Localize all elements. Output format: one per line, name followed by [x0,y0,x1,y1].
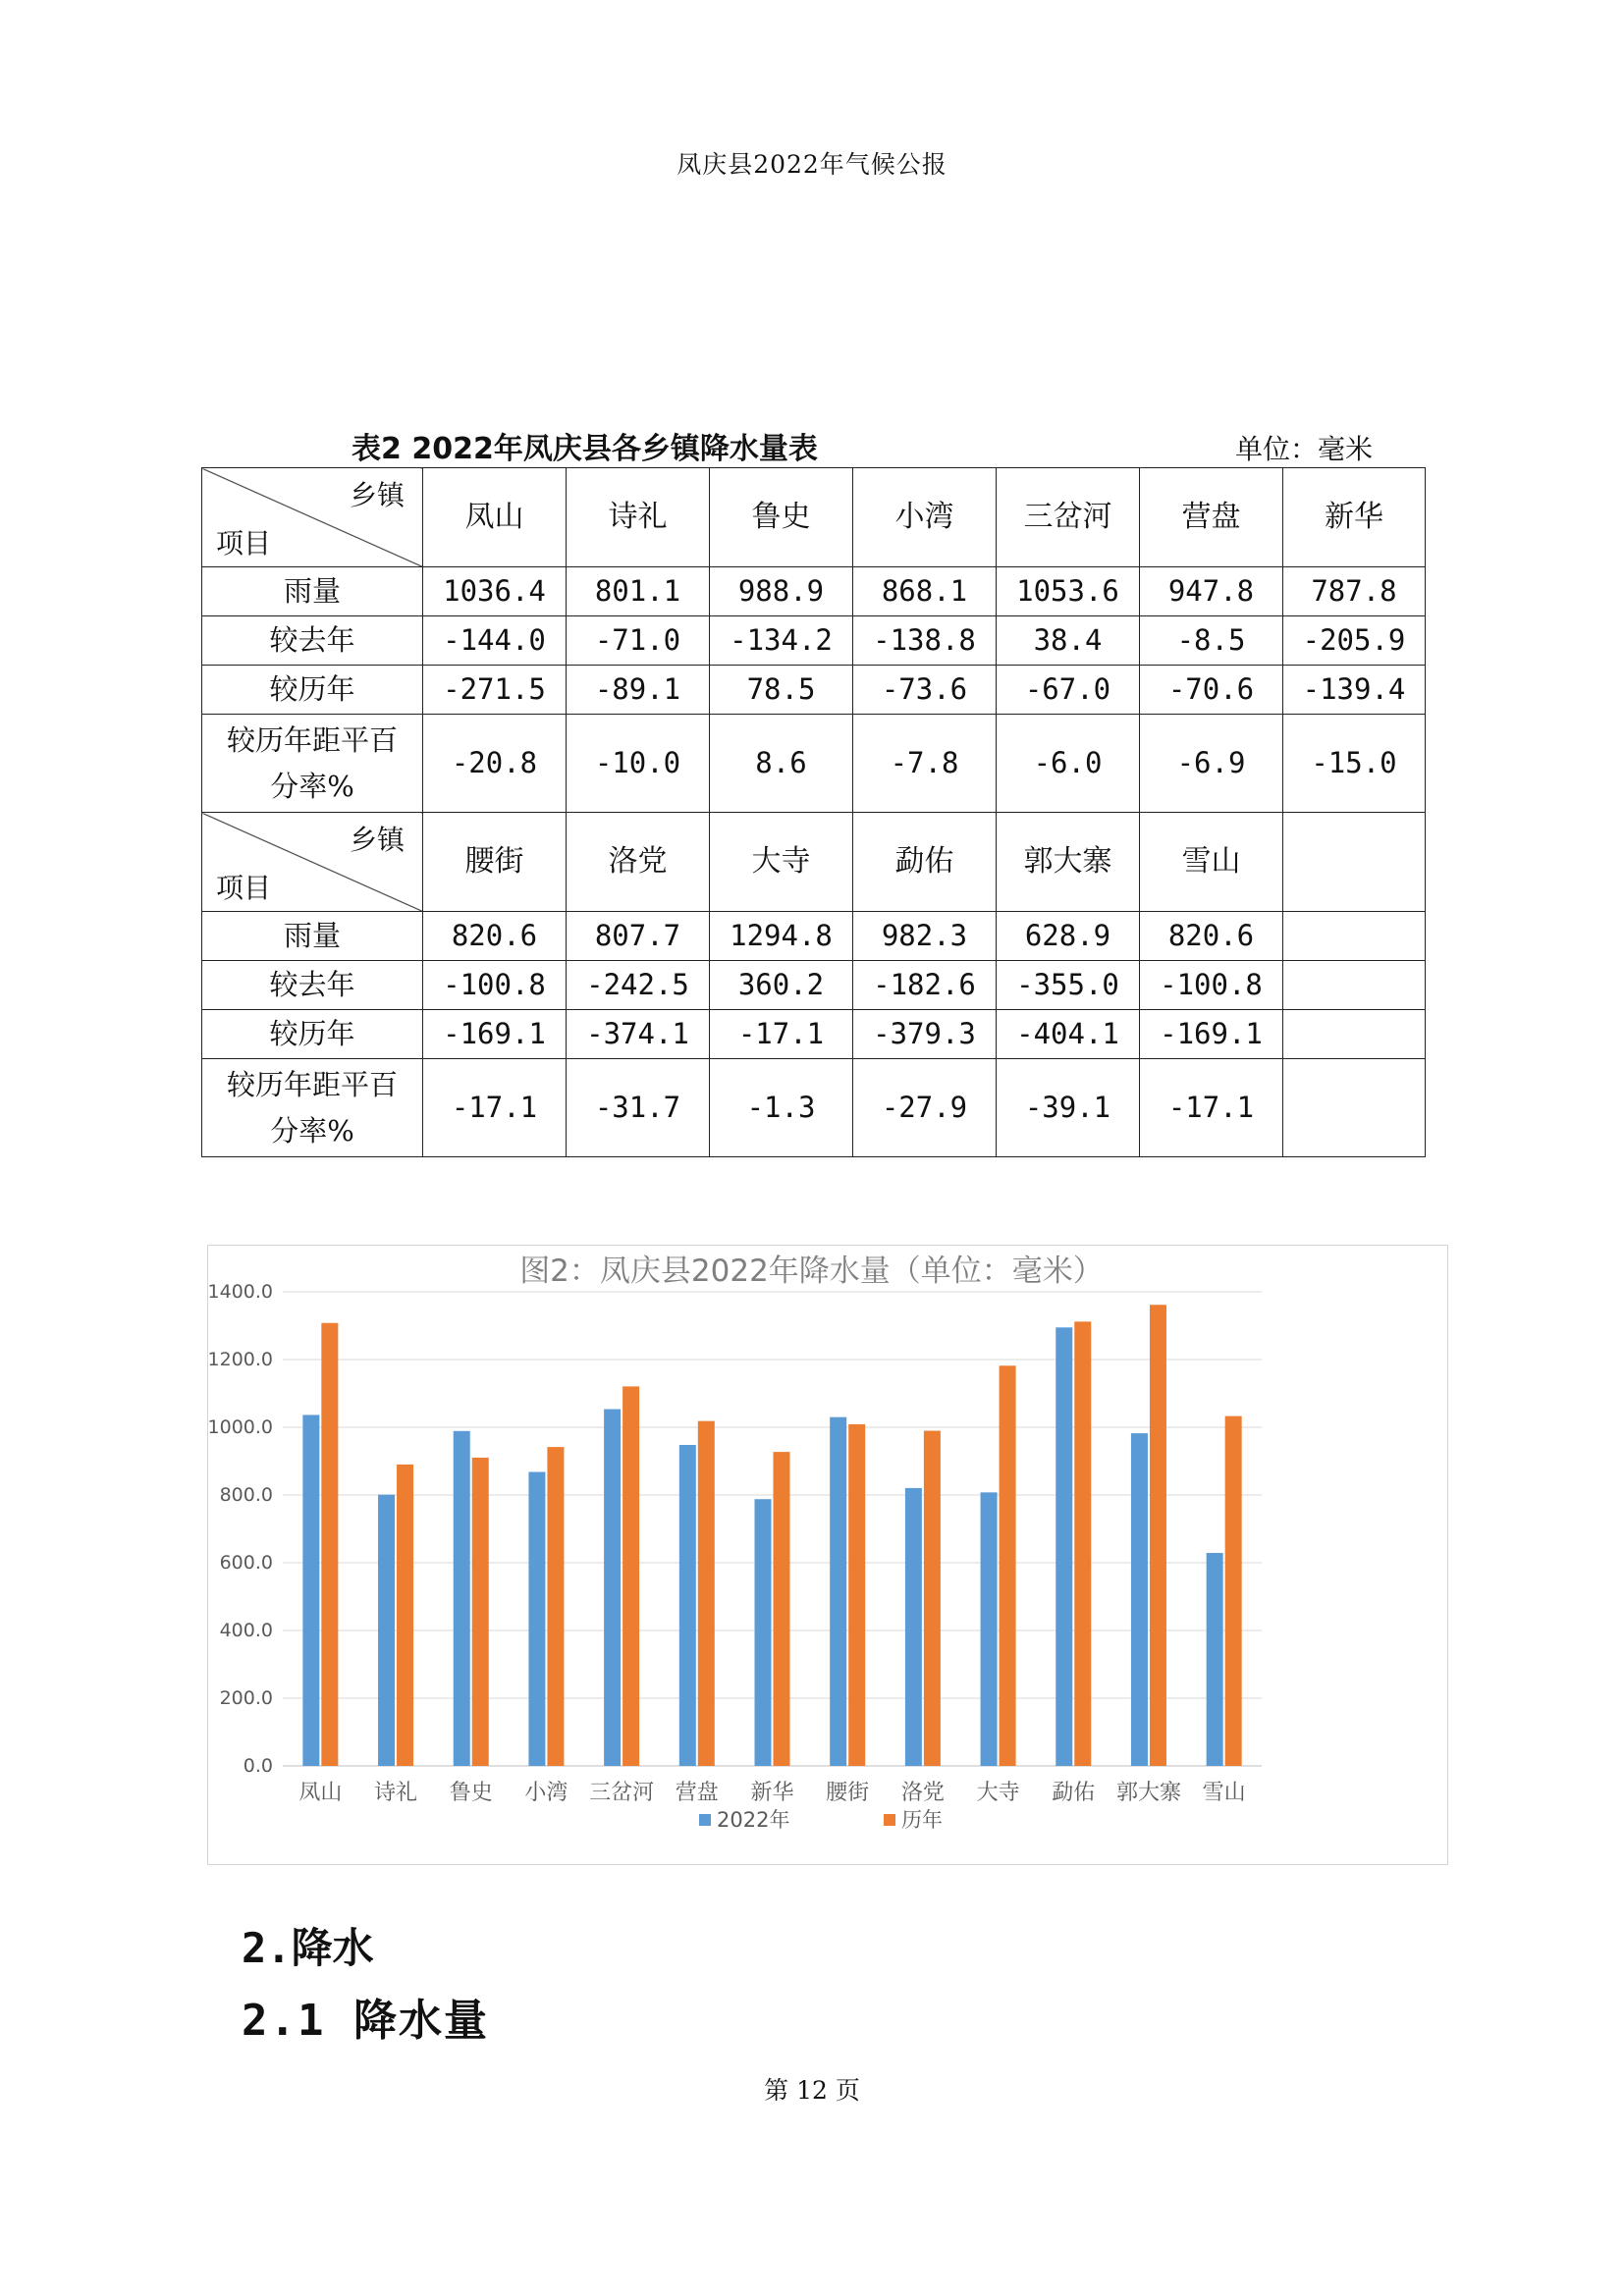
value-cell: -404.1 [997,1010,1140,1059]
value-cell: -15.0 [1283,715,1426,813]
row-label: 雨量 [202,567,423,616]
row-vs_last_year [202,961,1426,1010]
page-number: 第 12 页 [764,2076,860,2105]
corner-top-label: 乡镇 [349,824,405,856]
town-name: 洛党 [567,813,710,912]
value-cell: -242.5 [567,961,710,1010]
bar-y2022 [604,1410,621,1766]
value-cell: -71.0 [567,616,710,666]
value-cell: 628.9 [997,912,1140,961]
value-cell: -134.2 [710,616,853,666]
bar-normal [1000,1365,1016,1766]
value-cell: 982.3 [853,912,997,961]
value-cell [1283,961,1426,1010]
value-cell: -89.1 [567,666,710,715]
x-category-label: 大寺 [976,1781,1020,1805]
town-name: 勐佑 [853,813,997,912]
bar-normal [1074,1321,1091,1766]
value-cell: -271.5 [423,666,567,715]
value-cell: -7.8 [853,715,997,813]
chart-title: 图2：凤庆县2022年降水量（单位：毫米） [519,1254,1104,1289]
value-cell: -1.3 [710,1059,853,1157]
value-cell: -379.3 [853,1010,997,1059]
x-category-label: 三岔河 [589,1781,655,1805]
bar-y2022 [679,1445,696,1766]
value-cell [1283,912,1426,961]
bar-y2022 [981,1492,998,1766]
row-anomaly [202,715,1426,813]
row-label: 雨量 [202,912,423,961]
row-vs_normal [202,1010,1426,1059]
value-cell: 947.8 [1140,567,1283,616]
legend-swatch [884,1814,895,1826]
bar-y2022 [905,1488,922,1766]
value-cell: -67.0 [997,666,1140,715]
running-header: 凤庆县2022年气候公报 [677,150,947,179]
value-cell: -182.6 [853,961,997,1010]
value-cell: -100.8 [423,961,567,1010]
value-cell: -39.1 [997,1059,1140,1157]
x-category-label: 小湾 [524,1781,568,1805]
value-cell: 1294.8 [710,912,853,961]
x-category-label: 腰街 [826,1781,870,1805]
value-cell: -139.4 [1283,666,1426,715]
bar-y2022 [378,1495,395,1766]
bar-normal [321,1323,338,1766]
bar-y2022 [454,1431,470,1766]
row-label: 较历年 [202,1010,423,1059]
bar-normal [848,1424,865,1766]
bar-y2022 [528,1472,545,1766]
x-category-label: 洛党 [900,1781,945,1805]
value-cell: -8.5 [1140,616,1283,666]
row-label: 较历年 [202,666,423,715]
corner-bottom-label: 项目 [216,527,272,560]
y-tick-label: 1000.0 [208,1416,273,1438]
row-label [202,715,423,813]
precipitation-chart [207,1245,1448,1865]
bar-y2022 [1056,1327,1072,1766]
y-tick-label: 800.0 [219,1484,273,1506]
value-cell: 868.1 [853,567,997,616]
town-name: 凤山 [423,468,567,567]
section-heading-2-1: 2.1 降水量 [242,1996,489,2046]
corner-bottom-label: 项目 [216,872,272,904]
value-cell: -138.8 [853,616,997,666]
y-tick-label: 200.0 [219,1687,273,1709]
bar-normal [472,1458,489,1766]
value-cell: -70.6 [1140,666,1283,715]
value-cell: -169.1 [1140,1010,1283,1059]
town-name: 三岔河 [997,468,1140,567]
value-cell: -73.6 [853,666,997,715]
legend-label: 历年 [901,1808,943,1832]
value-cell: -355.0 [997,961,1140,1010]
town-name: 鲁史 [710,468,853,567]
value-cell: 807.7 [567,912,710,961]
town-header-row [202,468,1426,567]
x-category-label: 郭大寨 [1115,1781,1181,1805]
bar-normal [698,1421,715,1766]
corner-cell [202,468,423,567]
y-tick-label: 0.0 [243,1755,273,1777]
bar-y2022 [755,1499,772,1766]
value-cell: -100.8 [1140,961,1283,1010]
legend-swatch [699,1814,711,1826]
row-label [202,1059,423,1157]
section-heading-2: 2.降水 [242,1924,374,1972]
value-cell: -17.1 [1140,1059,1283,1157]
town-name: 雪山 [1140,813,1283,912]
bar-normal [547,1447,564,1766]
value-cell: 988.9 [710,567,853,616]
table-title: 表2 2022年凤庆县各乡镇降水量表 [352,432,818,466]
bar-normal [1150,1305,1166,1766]
value-cell: 78.5 [710,666,853,715]
value-cell: -205.9 [1283,616,1426,666]
value-cell: -144.0 [423,616,567,666]
x-category-label: 鲁史 [449,1781,493,1805]
value-cell: -6.9 [1140,715,1283,813]
y-tick-label: 1200.0 [208,1349,273,1370]
chart-svg [208,1246,1447,1864]
town-name: 诗礼 [567,468,710,567]
y-tick-label: 1400.0 [208,1281,273,1303]
x-category-label: 新华 [750,1781,794,1805]
row-label-line1: 较历年距平百 [226,723,398,758]
bar-y2022 [302,1415,319,1766]
value-cell: 787.8 [1283,567,1426,616]
y-tick-label: 600.0 [219,1552,273,1574]
bar-normal [623,1386,639,1766]
value-cell: 360.2 [710,961,853,1010]
bar-normal [1225,1416,1242,1766]
row-label: 较去年 [202,961,423,1010]
town-name: 小湾 [853,468,997,567]
bar-y2022 [830,1417,846,1766]
value-cell: -17.1 [710,1010,853,1059]
bar-y2022 [1131,1433,1148,1766]
town-name: 郭大寨 [997,813,1140,912]
table-unit: 单位：毫米 [1235,433,1374,465]
value-cell: -20.8 [423,715,567,813]
y-tick-label: 400.0 [219,1620,273,1641]
value-cell: 820.6 [1140,912,1283,961]
value-cell: -374.1 [567,1010,710,1059]
value-cell [1283,1059,1426,1157]
value-cell: -6.0 [997,715,1140,813]
row-anomaly [202,1059,1426,1157]
x-category-label: 凤山 [298,1781,343,1805]
value-cell: -169.1 [423,1010,567,1059]
value-cell: -10.0 [567,715,710,813]
bar-normal [924,1431,941,1766]
corner-cell [202,813,423,912]
town-name: 腰街 [423,813,567,912]
value-cell: 8.6 [710,715,853,813]
value-cell: -31.7 [567,1059,710,1157]
row-label-line1: 较历年距平百 [226,1068,398,1102]
bar-y2022 [1207,1553,1223,1766]
value-cell: 820.6 [423,912,567,961]
value-cell: -17.1 [423,1059,567,1157]
row-vs_last_year [202,616,1426,666]
value-cell: 38.4 [997,616,1140,666]
value-cell: 1053.6 [997,567,1140,616]
value-cell: 1036.4 [423,567,567,616]
bar-normal [774,1452,790,1766]
row-label: 较去年 [202,616,423,666]
row-label-line2: 分率% [270,769,354,803]
town-name: 新华 [1283,468,1426,567]
x-category-label: 营盘 [675,1781,719,1805]
town-name: 营盘 [1140,468,1283,567]
town-name [1283,813,1426,912]
value-cell: 801.1 [567,567,710,616]
row-label-line2: 分率% [270,1113,354,1148]
corner-top-label: 乡镇 [349,479,405,511]
row-rain [202,567,1426,616]
value-cell: -27.9 [853,1059,997,1157]
row-rain [202,912,1426,961]
row-vs_normal [202,666,1426,715]
legend-label: 2022年 [717,1808,790,1832]
precipitation-table [201,467,1426,1157]
x-category-label: 勐佑 [1052,1781,1096,1805]
x-category-label: 诗礼 [374,1781,418,1805]
town-name: 大寺 [710,813,853,912]
bar-normal [397,1465,413,1766]
town-header-row [202,813,1426,912]
value-cell [1283,1010,1426,1059]
x-category-label: 雪山 [1202,1781,1246,1805]
